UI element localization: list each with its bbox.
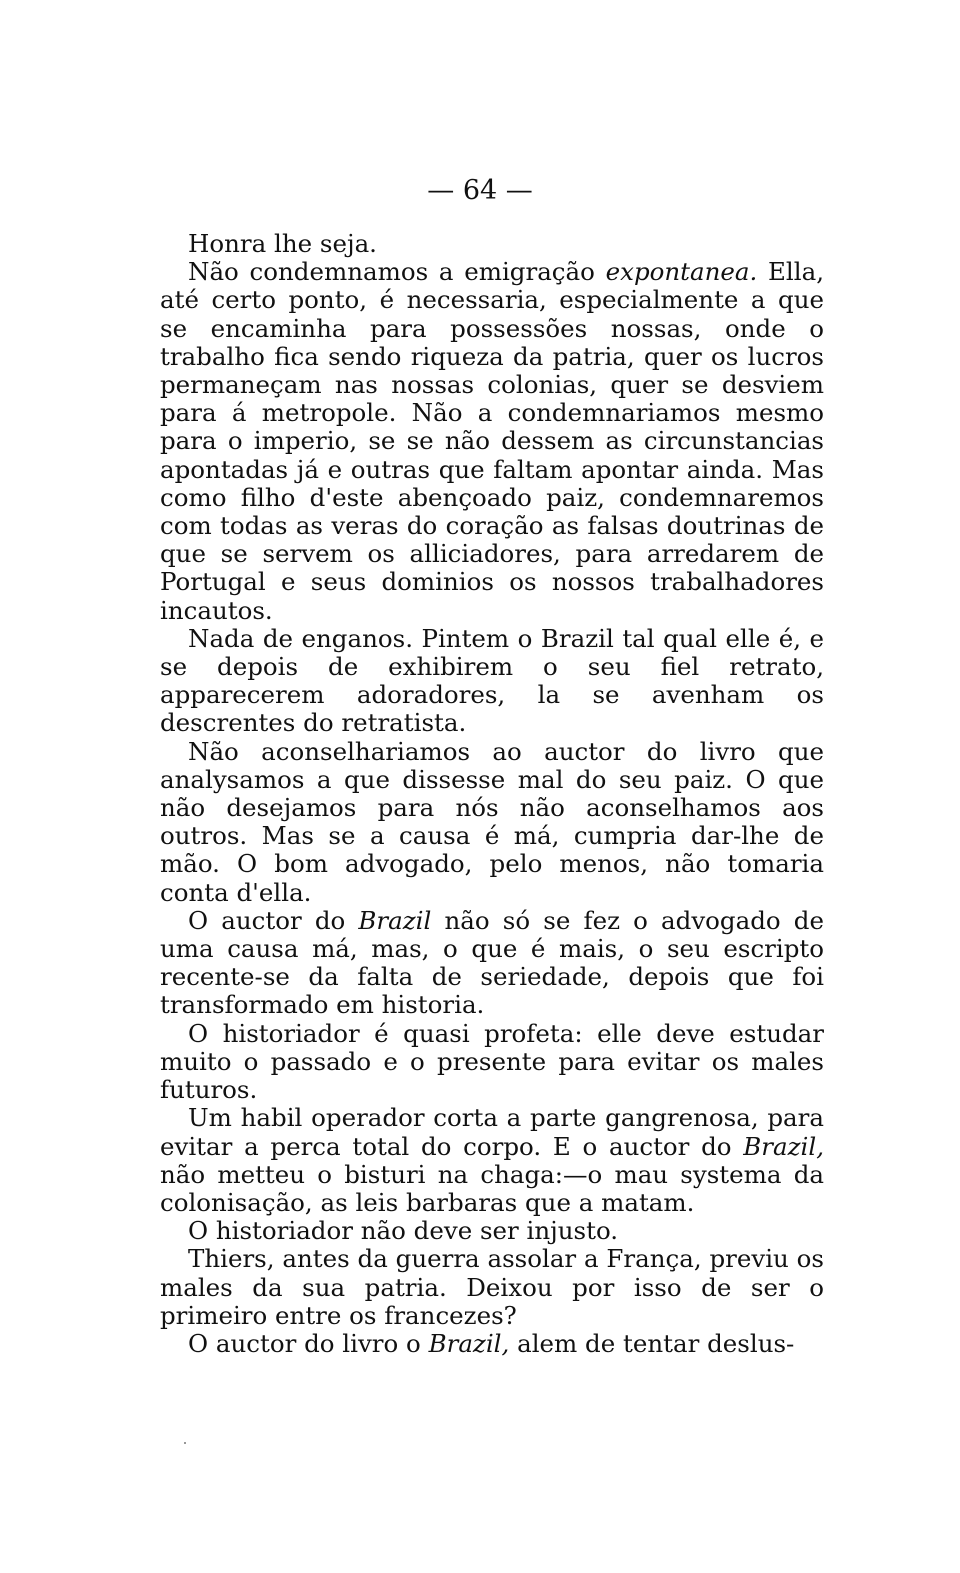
text-run: alem de tentar deslus-: [509, 1328, 795, 1358]
italic-run: Brazil: [358, 905, 432, 935]
text-run: O auctor do: [188, 905, 359, 935]
italic-run: expontanea.: [605, 257, 758, 287]
paragraph: [160, 1330, 824, 1358]
text-run: Não condemnamos a emigração: [188, 257, 606, 287]
text-run: Não aconselhariamos ao auctor do livro que analysamos a que dissesse mal do seu paiz. O que não desejamos para nós não aconselhamos aos outros. Mas se a causa é má, cumpria dar-lhe de mão. O bom advogado, pelo menos, não tomaria conta d'ella.: [160, 736, 824, 907]
text-run: Honra lhe seja.: [188, 229, 377, 258]
paragraph: [160, 258, 824, 625]
paragraph: [160, 1104, 824, 1217]
text-run: não só se fez o advogado de uma causa má, mas, o que é mais, o seu escripto recente-se da falta de seriedade, depois que foi transformado em historia.: [160, 905, 824, 1020]
paragraph: [160, 738, 824, 907]
scan-speck: [184, 1442, 186, 1444]
paragraph: [160, 1217, 824, 1245]
text-run: Ella, até certo ponto, é necessaria, especialmente a que se encaminha para possessões nossas, onde o trabalho fica sendo riqueza da patria, quer os lucros permaneçam nas nossas colonias, quer se desviem para á metropole. Não a condemnariamos mesmo para o imperio, se se não dessem as circunstancias apontadas já e outras que faltam apontar ainda. Mas como filho d'este abençoado paiz, condemnaremos com todas as veras do coração as falsas doutrinas de que se servem os alliciadores, para arredarem de Portugal e seus dominios os nossos trabalhadores incautos.: [160, 257, 824, 625]
paragraph: [160, 230, 824, 258]
text-run: Nada de enganos. Pintem o Brazil tal qual elle é, e se depois de exhibirem o seu fiel retrato, apparecerem adoradores, la se avenham os descrentes do retratista.: [160, 623, 824, 738]
page-number: — 64 —: [427, 175, 533, 206]
paragraph: [160, 1245, 824, 1330]
italic-run: Brazil,: [428, 1328, 510, 1358]
paragraph: [160, 907, 824, 1020]
text-run: O historiador é quasi profeta: elle deve estudar muito o passado e o presente para evitar os males futuros.: [160, 1018, 824, 1105]
body-text: [160, 230, 824, 1358]
text-run: O historiador não deve ser injusto.: [188, 1216, 619, 1246]
text-run: não metteu o bisturi na chaga:—o mau systema da colonisação, as leis barbaras que a matam.: [160, 1159, 824, 1217]
italic-run: Brazil,: [743, 1131, 824, 1161]
text-run: O auctor do livro o: [188, 1328, 429, 1358]
paragraph: [160, 625, 824, 738]
paragraph: [160, 1020, 824, 1105]
text-run: Thiers, antes da guerra assolar a França, previu os males da sua patria. Deixou por isso de ser o primeiro entre os francezes?: [160, 1244, 824, 1330]
text-run: Um habil operador corta a parte gangrenosa, para evitar a perca total do corpo. E o auctor do: [160, 1103, 824, 1161]
